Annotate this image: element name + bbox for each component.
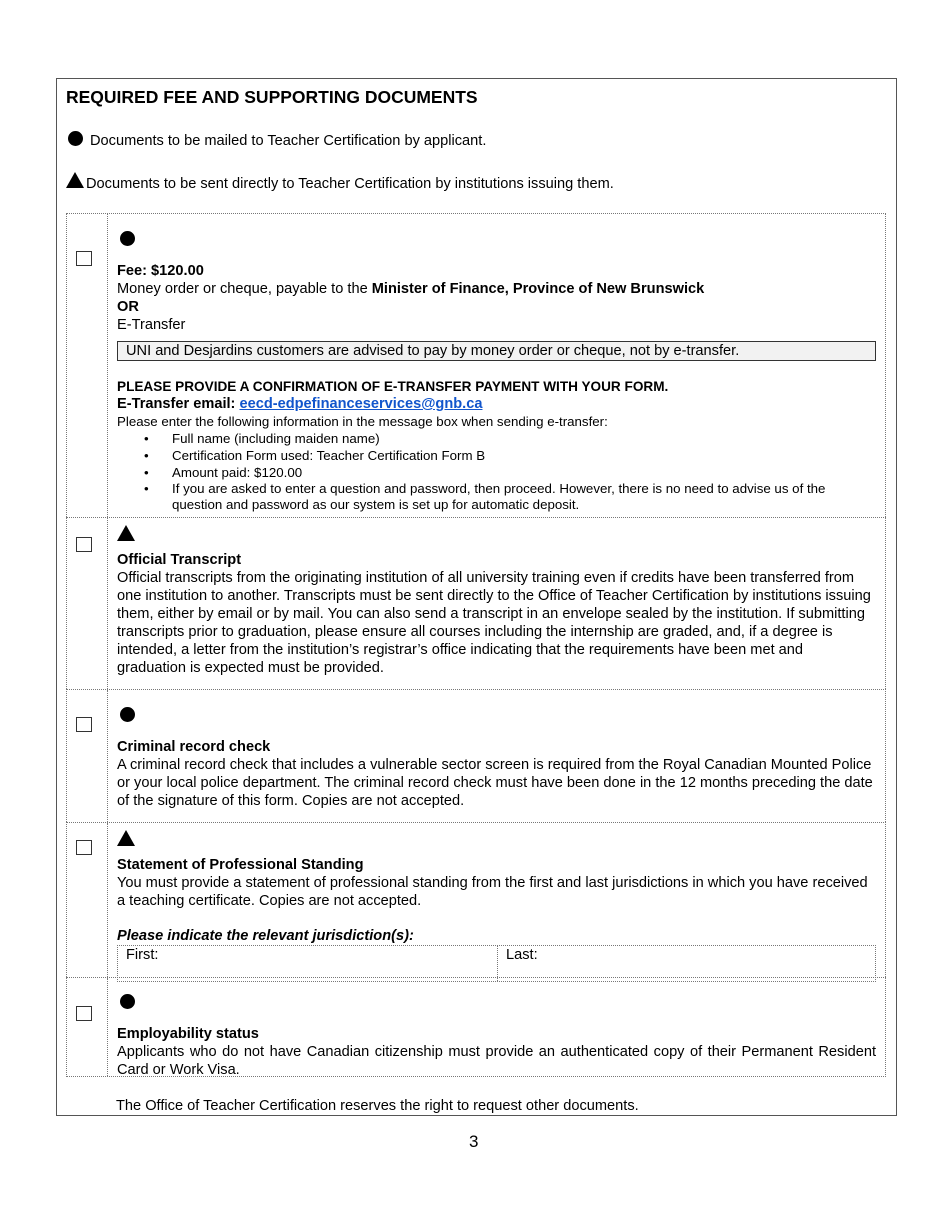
list-item: • If you are asked to enter a question and password, then proceed. However, there is no need to advise us of the question and password as our system is set up for automatic deposit. — [117, 481, 876, 513]
transcript-row — [66, 517, 886, 689]
transcript-title: Official Transcript — [117, 552, 242, 568]
list-item: • Full name (including maiden name) — [117, 430, 876, 447]
fee-etransfer: E-Transfer — [117, 317, 186, 333]
section-title: REQUIRED FEE AND SUPPORTING DOCUMENTS — [66, 87, 478, 107]
criminal-text: A criminal record check that includes a vulnerable sector screen is required from the Royal Canadian Mounted Police or your local police department. The criminal record check must have been done in the 12 months preceding the date of the signature of this form. Copies are not accepted. — [117, 757, 873, 809]
fee-note: UNI and Desjardins customers are advised to pay by money order or cheque, not by e-transfer. — [117, 341, 876, 361]
employability-checkbox[interactable] — [76, 1006, 92, 1021]
etransfer-email-label: E-Transfer email: — [117, 396, 240, 412]
employability-text: Applicants who do not have Canadian citizenship must provide an authenticated copy of their Permanent Resident Card or Work Visa. — [117, 1044, 876, 1078]
legend-institutions — [66, 172, 614, 193]
criminal-checkbox[interactable] — [76, 717, 92, 732]
employability-row — [66, 977, 886, 1077]
circle-icon — [120, 707, 135, 722]
fee-payment-prefix: Money order or cheque, payable to the — [117, 281, 372, 297]
triangle-icon — [117, 830, 135, 846]
etransfer-instructions: Please enter the following information in the message box when sending e-transfer: — [117, 414, 608, 429]
jurisdiction-last-label: Last: — [506, 947, 538, 963]
footer-note: The Office of Teacher Certification reserves the right to request other documents. — [116, 1098, 639, 1114]
list-item: • Amount paid: $120.00 — [117, 464, 876, 481]
employability-title: Employability status — [117, 1026, 259, 1042]
standing-checkbox[interactable] — [76, 840, 92, 855]
jurisdiction-first-field[interactable] — [118, 946, 498, 981]
circle-icon — [120, 994, 135, 1009]
etransfer-confirm: PLEASE PROVIDE A CONFIRMATION OF E-TRANSFER PAYMENT WITH YOUR FORM. — [117, 379, 669, 394]
criminal-row — [66, 689, 886, 822]
standing-row — [66, 822, 886, 977]
legend-mailed — [66, 131, 486, 150]
triangle-icon — [66, 172, 84, 188]
fee-checkbox[interactable] — [76, 251, 92, 266]
standing-title: Statement of Professional Standing — [117, 857, 364, 873]
criminal-title: Criminal record check — [117, 739, 271, 755]
list-item: • Certification Form used: Teacher Certification Form B — [117, 447, 876, 464]
standing-text: You must provide a statement of professional standing from the first and last jurisdictions in which you have received a teaching certificate. Copies are not accepted. — [117, 875, 868, 909]
circle-icon — [68, 131, 83, 146]
fee-payment-line — [117, 280, 876, 298]
legend-institutions-text: Documents to be sent directly to Teacher Certification by institutions issuing them. — [86, 176, 614, 192]
transcript-text: Official transcripts from the originating institution of all university training even if credits have been transferred from one institution to another. Transcripts must be sent directly to the Office of Teacher Certification by institutions issuing them, either by email or by mail. You can also send a transcript in an envelope sealed by the institution. If submitting transcripts prior to graduation, please ensure all courses including the internship are graded, and, if a degree is intended, a letter from the institution’s registrar’s office indicating that the requirements have been met and graduation is expected must be provided. — [117, 570, 871, 676]
transcript-checkbox[interactable] — [76, 537, 92, 552]
page-number: 3 — [469, 1132, 479, 1151]
circle-icon — [120, 231, 135, 246]
etransfer-email-line — [117, 395, 876, 413]
fee-payee: Minister of Finance, Province of New Brunswick — [371, 281, 705, 297]
etransfer-email-link[interactable]: eecd-edpefinanceservices@gnb.ca — [239, 396, 483, 412]
fee-title: Fee: $120.00 — [117, 263, 204, 279]
jurisdiction-first-label: First: — [126, 947, 159, 963]
etransfer-bullets — [117, 430, 876, 513]
jurisdiction-prompt: Please indicate the relevant jurisdiction(s): — [117, 928, 414, 944]
fee-or: OR — [117, 299, 139, 315]
legend-mailed-text: Documents to be mailed to Teacher Certification by applicant. — [90, 133, 487, 149]
triangle-icon — [117, 525, 135, 541]
jurisdiction-last-field[interactable] — [498, 946, 875, 981]
fee-row — [66, 213, 886, 517]
